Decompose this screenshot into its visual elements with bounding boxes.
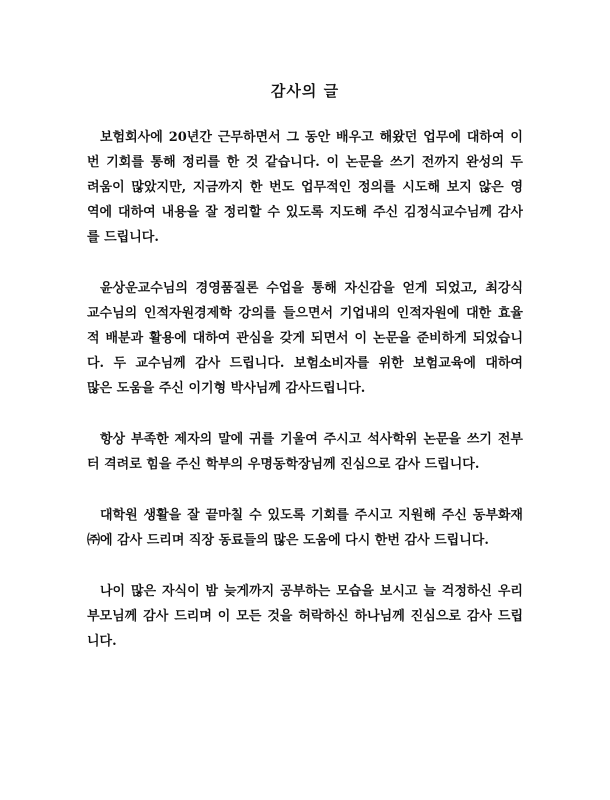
paragraph-5 [87,579,523,654]
text-line: 윤상운교수님의 경영품질론 수업을 통해 자신감을 얻게 되었고, 최강식 [100,281,523,296]
text-line: 나이 많은 자식이 밤 늦게까지 공부하는 모습을 보시고 늘 걱정하신 우리 [100,584,523,599]
text-line: 보험회사에 20년간 근무하면서 그 동안 배우고 해왔던 업무에 대하여 이 [100,130,523,145]
text-line: 역에 대하여 내용을 잘 정리할 수 있도록 지도해 주신 김정식교수님께 감사 [87,205,523,220]
text-line: 적 배분과 활용에 대하여 관심을 갖게 되면서 이 논문을 준비하게 되었습니 [87,331,523,346]
text-line: 려움이 많았지만, 지금까지 한 번도 업무적인 정의를 시도해 보지 않은 영 [87,180,523,195]
text-line: 항상 부족한 제자의 말에 귀를 기울여 주시고 석사학위 논문을 쓰기 전부 [100,432,523,447]
text-line: 터 격려로 힘을 주신 학부의 우명동학장님께 진심으로 감사 드립니다. [87,457,480,472]
paragraph-4 [87,503,523,553]
text-line: 대학원 생활을 잘 끝마칠 수 있도록 기회를 주시고 지원해 주신 동부화재 [100,508,523,523]
text-line: ㈜에 감사 드리며 직장 동료들의 많은 도움에 다시 한번 감사 드립니다. [87,533,489,548]
paragraph-1 [87,125,523,250]
text-line: 부모님께 감사 드리며 이 모든 것을 허락하신 하나님께 진심으로 감사 드립 [87,609,523,624]
text-line: 번 기회를 통해 정리를 한 것 같습니다. 이 논문을 쓰기 전까지 완성의 두 [87,155,523,170]
text-line: 를 드립니다. [87,230,159,245]
page-title: 감사의 글 [270,82,340,100]
paragraph-3 [87,427,523,477]
text-line: 많은 도움을 주신 이기형 박사님께 감사드립니다. [87,381,366,396]
text-line: 다. 두 교수님께 감사 드립니다. 보험소비자를 위한 보험교육에 대하여 [87,356,523,371]
paragraph-2 [87,276,523,401]
text-line: 니다. [87,634,117,649]
text-line: 교수님의 인적자원경제학 강의를 들으면서 기업내의 인적자원에 대한 효율 [87,306,523,321]
